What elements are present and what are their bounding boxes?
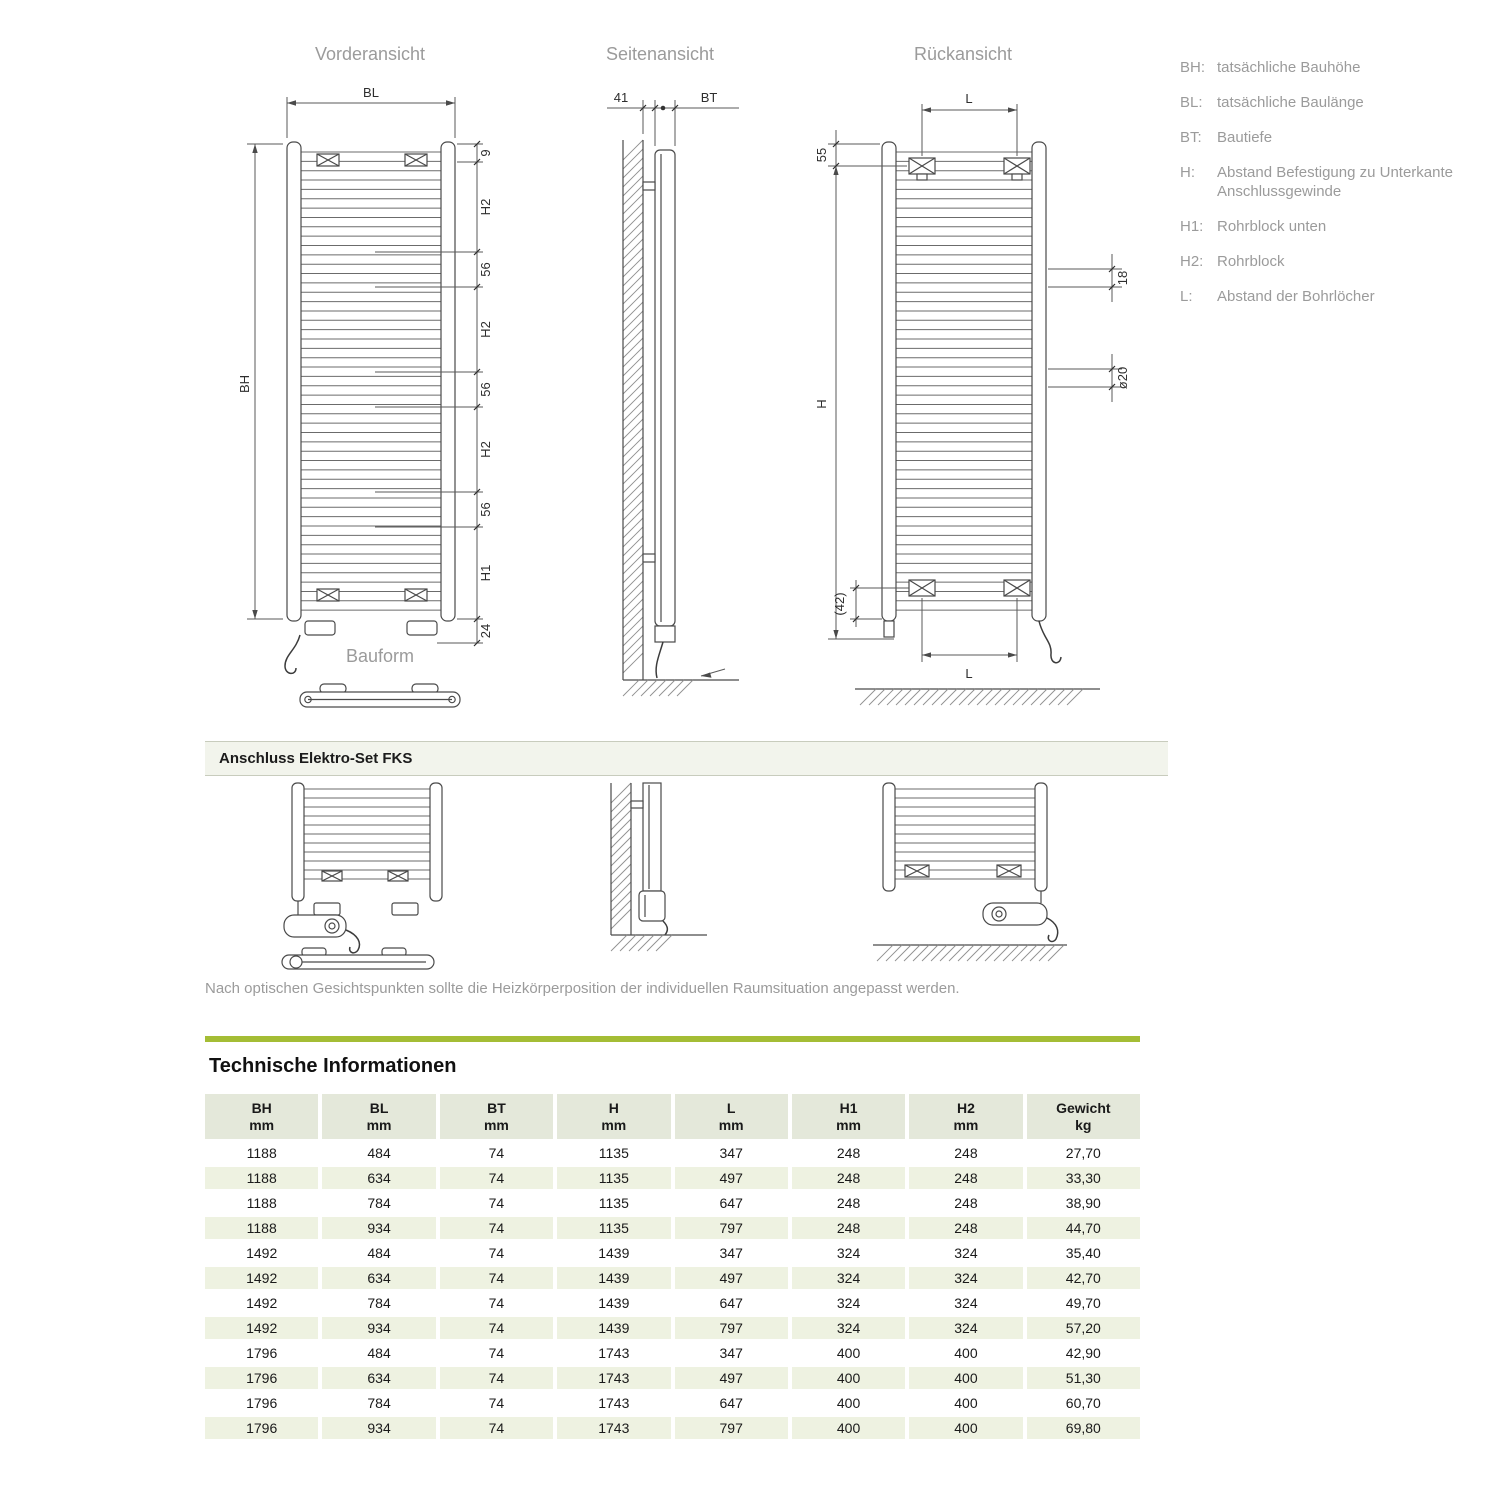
table-cell: 27,70 [1065,1145,1101,1161]
table-cell: 74 [440,1367,553,1389]
table-cell: 1743 [557,1367,670,1389]
power-cable [663,921,667,935]
bauform-title: Bauform [345,646,415,666]
legend-text: Rohrblock [1217,253,1285,270]
element-knob [290,956,302,968]
table-cell: 347 [719,1145,743,1161]
column-label: L [726,1100,736,1116]
table-cell: 57,20 [1027,1317,1140,1339]
column-unit: mm [601,1117,627,1133]
mounting-bracket [909,580,935,596]
column-label: H [608,1100,619,1116]
power-cable [346,930,360,953]
dimension-dot [661,106,666,111]
ground-hatch [877,945,1064,961]
radiator-rungs [304,789,430,879]
right-collector-tube [1032,142,1046,621]
left-collector-tube [292,783,304,901]
table-cell: 1188 [205,1167,318,1189]
legend-item [1180,58,1480,77]
table-cell: 647 [719,1395,743,1411]
dim-label-18: 18 [1115,270,1130,286]
element-knob [992,907,1006,921]
connection-piece [655,626,675,642]
power-cable [1047,918,1058,942]
table-cell: 400 [909,1367,1022,1389]
right-collector-tube [441,142,455,621]
radiator-foot [314,903,340,915]
table-cell: 1492 [205,1267,318,1289]
dimension-dia20 [1048,354,1122,402]
legend-abbr: H1: [1180,218,1204,235]
legend-item [1180,217,1480,236]
table-header [205,1094,1140,1139]
table-cell: 69,80 [1027,1417,1140,1439]
table-cell: 347 [719,1245,743,1261]
dim-label-l-bottom: L [965,666,973,681]
table-cell: 74 [440,1317,553,1339]
table-cell: 51,30 [1027,1367,1140,1389]
table-cell: 400 [792,1417,905,1439]
table-header-cell [322,1094,435,1139]
table-cell: 248 [909,1167,1022,1189]
table-cell: 1796 [205,1417,318,1439]
dimension-bl [287,97,455,138]
positioning-note: Nach optischen Gesichtspunkten sollte die Heizkörperposition der individuellen Raumsituation angepasst werden. [205,980,960,997]
table-cell: 324 [909,1317,1022,1339]
wall-bracket [643,554,655,562]
legend [1180,58,1480,322]
table-cell: 42,90 [1065,1345,1101,1361]
dim-label-56: 56 [478,502,493,517]
dim-label-24: 24 [478,623,493,639]
dim-label-h: H [814,399,829,409]
legend-text: tatsächliche Bauhöhe [1217,59,1361,76]
table-cell: 74 [440,1167,553,1189]
table-cell: 784 [367,1295,391,1311]
dimension-18 [1048,254,1122,302]
table-cell: 400 [954,1345,978,1361]
mounting-bracket [322,871,342,881]
table-cell: 400 [954,1395,978,1411]
wall-bracket [643,182,655,190]
mounting-bracket [405,589,427,601]
table-cell: 1439 [557,1317,670,1339]
table-cell: 74 [440,1267,553,1289]
legend-item [1180,93,1480,112]
table-cell: 484 [367,1245,391,1261]
dim-label-55: 55 [814,147,829,163]
side-view-drawing [597,84,747,699]
corner-arrow [701,669,725,678]
dim-label-bh: BH [237,374,252,394]
table-cell: 248 [909,1217,1022,1239]
dim-label-bt: BT [700,90,718,105]
table-cell: 324 [836,1245,861,1261]
front-view-drawing [225,84,535,684]
table-cell: 1743 [598,1345,630,1361]
table-cell: 797 [675,1417,788,1439]
legend-text: Rohrblock unten [1217,218,1327,235]
table-cell: 1188 [246,1195,277,1211]
dim-label-56: 56 [478,382,493,397]
table-cell: 647 [719,1195,743,1211]
table-cell: 934 [322,1317,435,1339]
column-unit: mm [836,1117,862,1133]
table-cell: 1492 [246,1245,278,1261]
table-cell: 634 [322,1367,435,1389]
table-header-cell [1027,1094,1140,1139]
side-view-title: Seitenansicht [605,44,715,64]
wall-bracket [631,801,643,808]
table-cell: 324 [954,1245,978,1261]
wall-hatch [623,140,643,673]
table-header-cell [205,1094,318,1139]
electro-set-section-header: Anschluss Elektro-Set FKS [205,741,1168,776]
radiator-foot [407,621,437,635]
table-cell: 74 [488,1395,505,1411]
legend-text: Bautiefe [1217,129,1273,146]
table-cell: 784 [367,1195,391,1211]
dimension-41-bt [607,100,739,146]
table-cell: 1796 [205,1367,318,1389]
table-cell: 33,30 [1027,1167,1140,1189]
legend-abbr: BT: [1180,129,1202,146]
table-cell: 797 [675,1317,788,1339]
table-cell: 74 [488,1145,505,1161]
mounting-bracket [388,871,408,881]
legend-text: Abstand der Bohrlöcher [1217,288,1375,305]
table-header-cell [557,1094,670,1139]
legend-abbr: BL: [1180,94,1203,111]
electro-rear-drawing [865,783,1075,978]
legend-abbr: BH: [1180,59,1206,76]
table-cell: 248 [836,1145,861,1161]
bauform-block [290,646,470,724]
floor-hatch [623,680,693,696]
dim-label-h2: H2 [478,321,493,338]
table-cell: 324 [909,1267,1022,1289]
legend-abbr: H2: [1180,253,1204,270]
table-cell: 1492 [246,1295,278,1311]
table-cell: 400 [836,1345,861,1361]
table-cell: 74 [488,1345,505,1361]
radiator-side-profile [643,783,661,891]
right-collector-tube [430,783,442,901]
bauform-drawing [290,668,470,724]
mounting-bracket [405,154,427,166]
table-cell: 1188 [205,1217,318,1239]
front-view-title: Vorderansicht [314,44,426,64]
dim-label-h1: H1 [478,564,493,582]
column-unit: kg [1075,1117,1092,1133]
table-cell: 324 [954,1295,978,1311]
dimension-bh [247,144,283,619]
table-cell: 497 [675,1367,788,1389]
column-label: BL [369,1100,389,1116]
table-cell: 324 [792,1317,905,1339]
table-cell: 1492 [205,1317,318,1339]
table-cell: 1188 [246,1145,277,1161]
column-label: BH [251,1100,272,1116]
table-cell: 1743 [557,1417,670,1439]
rear-view-title: Rückansicht [913,44,1013,64]
table-header-cell [909,1094,1022,1139]
table-cell: 74 [440,1217,553,1239]
table-cell: 248 [954,1195,978,1211]
table-body [205,1142,1140,1439]
mounting-bracket [317,589,339,601]
technical-table [205,1094,1140,1439]
left-collector-tube [287,142,301,621]
dimension-l-top [922,104,1017,156]
table-cell: 38,90 [1065,1195,1101,1211]
legend-item [1180,287,1480,306]
table-cell: 1796 [246,1345,278,1361]
table-cell: 400 [792,1367,905,1389]
radiator-foot [392,903,418,915]
mounting-bracket [317,154,339,166]
table-cell: 248 [792,1167,905,1189]
column-label: H2 [956,1100,975,1116]
dimension-42 [850,580,909,627]
radiator-foot [305,621,335,635]
table-cell: 400 [909,1417,1022,1439]
left-collector-tube [882,142,896,621]
dim-label-h2: H2 [478,441,493,458]
table-cell: 1743 [598,1395,630,1411]
table-cell: 400 [836,1395,861,1411]
table-cell: 74 [488,1295,505,1311]
table-cell: 49,70 [1065,1295,1101,1311]
table-cell: 497 [675,1267,788,1289]
table-cell: 74 [488,1195,505,1211]
table-cell: 484 [367,1345,391,1361]
radiator-rungs [301,152,441,610]
power-cable [656,642,663,678]
green-accent-bar [205,1036,1140,1042]
right-collector-tube [1035,783,1047,891]
dim-label-bl: BL [363,85,379,100]
legend-item [1180,128,1480,147]
table-cell: 347 [719,1345,743,1361]
column-unit: mm [249,1117,275,1133]
rear-view-drawing [800,84,1160,719]
table-cell: 1796 [246,1395,278,1411]
dim-label-dia20: ø20 [1115,366,1130,390]
table-cell: 634 [322,1267,435,1289]
legend-abbr: H: [1180,164,1195,181]
table-cell: 934 [322,1217,435,1239]
table-cell: 60,70 [1065,1395,1101,1411]
dim-label-9: 9 [478,149,493,157]
dim-label-l-top: L [965,91,973,106]
legend-text: Abstand Befestigung zu Unterkante Anschlussgewinde [1217,164,1453,200]
table-cell: 634 [322,1167,435,1189]
element-knob [325,919,339,933]
mounting-bracket [905,865,929,877]
column-unit: mm [483,1117,509,1133]
table-cell: 784 [367,1395,391,1411]
mounting-bracket [1004,158,1030,180]
dim-label-42: (42) [832,592,847,616]
radiator-rungs [896,152,1032,610]
column-unit: mm [953,1117,979,1133]
table-cell: 1135 [557,1217,670,1239]
legend-text: tatsächliche Baulänge [1217,94,1364,111]
table-header-cell [675,1094,788,1139]
dim-label-41: 41 [613,90,629,105]
table-header-cell [792,1094,905,1139]
table-cell: 248 [792,1217,905,1239]
dimension-l-bottom [922,598,1017,662]
column-unit: mm [718,1117,744,1133]
mounting-bracket [909,158,935,180]
column-label: Gewicht [1056,1100,1111,1116]
table-cell: 74 [440,1417,553,1439]
electro-side-drawing [595,783,715,978]
table-cell: 1439 [598,1295,630,1311]
column-unit: mm [366,1117,392,1133]
table-cell: 1135 [557,1167,670,1189]
table-cell: 1439 [598,1245,630,1261]
floor-hatch [611,935,672,951]
left-collector-tube [883,783,895,891]
legend-item [1180,252,1480,271]
table-cell: 1135 [598,1195,629,1211]
mounting-bracket [1004,580,1030,596]
dim-label-h2: H2 [478,198,493,216]
column-label: H1 [839,1100,858,1116]
wall-hatch [611,783,631,929]
table-title: Technische Informationen [209,1055,457,1077]
table-cell: 35,40 [1065,1245,1101,1261]
table-cell: 248 [836,1195,861,1211]
table-cell: 497 [675,1167,788,1189]
table-cell: 74 [488,1245,505,1261]
table-cell: 248 [954,1145,978,1161]
table-header-cell [440,1094,553,1139]
table-cell: 324 [792,1267,905,1289]
table-cell: 797 [675,1217,788,1239]
power-cable [1039,621,1061,663]
table-cell: 324 [836,1295,861,1311]
column-label: BT [487,1100,506,1116]
table-cell: 647 [719,1295,743,1311]
table-cell: 42,70 [1027,1267,1140,1289]
table-cell: 934 [322,1417,435,1439]
table-cell: 484 [367,1145,391,1161]
electric-heating-element [639,891,665,921]
mounting-bracket [997,865,1021,877]
dimension-chain [375,144,483,643]
legend-abbr: L: [1180,288,1193,305]
radiator-side-profile [655,150,675,626]
ground-hatch [860,689,1083,705]
table-cell: 44,70 [1027,1217,1140,1239]
connection-thread [884,621,894,637]
table-cell: 1135 [598,1145,629,1161]
dim-label-56: 56 [478,262,493,277]
table-cell: 1439 [557,1267,670,1289]
electro-front-drawing [270,783,470,978]
legend-item [1180,163,1480,201]
